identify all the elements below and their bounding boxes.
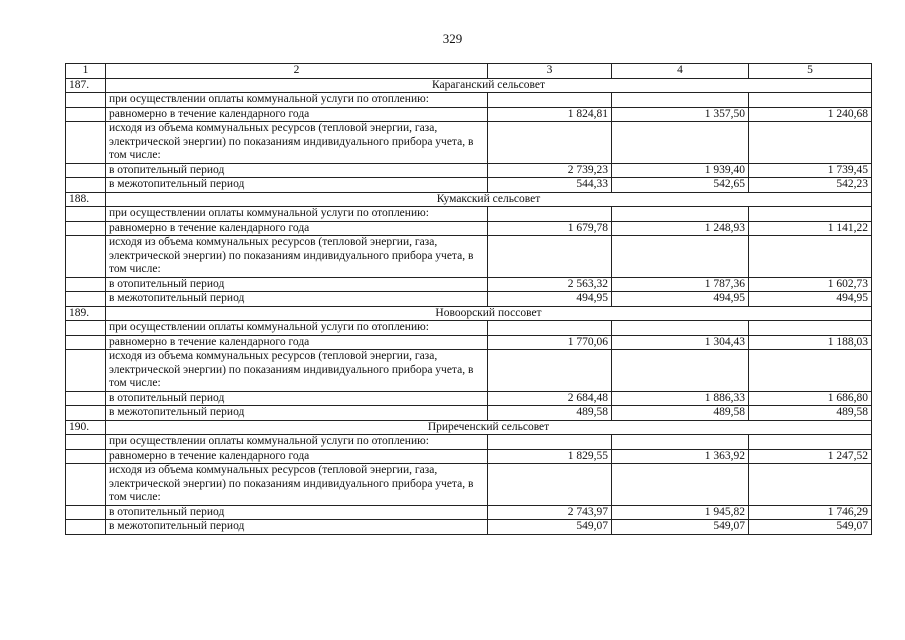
section-header-row <box>66 420 872 435</box>
value-cell-col5: 1 141,22 <box>749 221 872 236</box>
table-row <box>66 292 872 307</box>
value-cell-col3: 549,07 <box>488 520 612 535</box>
section-title: Новоорский поссовет <box>106 306 872 321</box>
value-cell-col5 <box>749 321 872 336</box>
value-cell-col4 <box>612 122 749 164</box>
section-header-row <box>66 78 872 93</box>
row-label: при осуществлении оплаты коммунальной услуги по отоплению: <box>106 321 488 336</box>
value-cell-col5 <box>749 350 872 392</box>
value-cell-col4: 1 363,92 <box>612 449 749 464</box>
row-label: в межотопительный период <box>106 520 488 535</box>
row-number-cell <box>66 321 106 336</box>
value-cell-col3: 2 739,23 <box>488 163 612 178</box>
table-row <box>66 435 872 450</box>
section-title: Караганский сельсовет <box>106 78 872 93</box>
value-cell-col5 <box>749 207 872 222</box>
header-cell-3: 3 <box>488 64 612 79</box>
row-label: равномерно в течение календарного года <box>106 107 488 122</box>
table-row <box>66 505 872 520</box>
table-row <box>66 391 872 406</box>
value-cell-col3: 489,58 <box>488 406 612 421</box>
value-cell-col3 <box>488 236 612 278</box>
table-row <box>66 520 872 535</box>
table-row <box>66 178 872 193</box>
row-label: в межотопительный период <box>106 178 488 193</box>
row-label: равномерно в течение календарного года <box>106 221 488 236</box>
value-cell-col4: 494,95 <box>612 292 749 307</box>
row-number-cell <box>66 93 106 108</box>
row-number-cell <box>66 464 106 506</box>
value-cell-col5: 1 602,73 <box>749 277 872 292</box>
row-label: исходя из объема коммунальных ресурсов (тепловой энергии, газа, электрической энергии) по показаниям индивидуального прибора учета, в том числе: <box>106 236 488 278</box>
value-cell-col5 <box>749 93 872 108</box>
value-cell-col3 <box>488 321 612 336</box>
value-cell-col5: 1 746,29 <box>749 505 872 520</box>
row-number-cell <box>66 435 106 450</box>
table-row <box>66 122 872 164</box>
value-cell-col3: 1 679,78 <box>488 221 612 236</box>
row-label: исходя из объема коммунальных ресурсов (тепловой энергии, газа, электрической энергии) по показаниям индивидуального прибора учета, в том числе: <box>106 122 488 164</box>
page-number: 329 <box>442 31 463 46</box>
value-cell-col3 <box>488 207 612 222</box>
value-cell-col3: 544,33 <box>488 178 612 193</box>
value-cell-col5 <box>749 236 872 278</box>
row-label: в отопительный период <box>106 505 488 520</box>
section-number: 190. <box>66 420 106 435</box>
table-row <box>66 236 872 278</box>
table-row <box>66 207 872 222</box>
value-cell-col5: 1 188,03 <box>749 335 872 350</box>
section-header-row <box>66 306 872 321</box>
value-cell-col4: 549,07 <box>612 520 749 535</box>
row-label: в отопительный период <box>106 163 488 178</box>
value-cell-col4 <box>612 321 749 336</box>
row-label: исходя из объема коммунальных ресурсов (тепловой энергии, газа, электрической энергии) по показаниям индивидуального прибора учета, в том числе: <box>106 464 488 506</box>
value-cell-col3: 2 743,97 <box>488 505 612 520</box>
section-title: Приреченский сельсовет <box>106 420 872 435</box>
header-row <box>66 64 872 79</box>
value-cell-col4: 1 939,40 <box>612 163 749 178</box>
value-cell-col5: 549,07 <box>749 520 872 535</box>
row-number-cell <box>66 391 106 406</box>
table-row <box>66 350 872 392</box>
table-row <box>66 335 872 350</box>
value-cell-col5 <box>749 464 872 506</box>
row-number-cell <box>66 335 106 350</box>
value-cell-col5: 1 247,52 <box>749 449 872 464</box>
section-number: 189. <box>66 306 106 321</box>
header-cell-4: 4 <box>612 64 749 79</box>
value-cell-col4 <box>612 464 749 506</box>
value-cell-col3: 1 824,81 <box>488 107 612 122</box>
table-row <box>66 406 872 421</box>
row-number-cell <box>66 107 106 122</box>
value-cell-col3: 2 563,32 <box>488 277 612 292</box>
row-label: равномерно в течение календарного года <box>106 335 488 350</box>
row-label: в отопительный период <box>106 277 488 292</box>
value-cell-col4: 1 787,36 <box>612 277 749 292</box>
table-row <box>66 163 872 178</box>
value-cell-col3: 494,95 <box>488 292 612 307</box>
row-label: в отопительный период <box>106 391 488 406</box>
row-number-cell <box>66 292 106 307</box>
value-cell-col5: 1 686,80 <box>749 391 872 406</box>
header-cell-2: 2 <box>106 64 488 79</box>
row-label: при осуществлении оплаты коммунальной услуги по отоплению: <box>106 93 488 108</box>
value-cell-col3: 1 829,55 <box>488 449 612 464</box>
row-label: при осуществлении оплаты коммунальной услуги по отоплению: <box>106 435 488 450</box>
row-number-cell <box>66 520 106 535</box>
row-label: в межотопительный период <box>106 292 488 307</box>
tariff-table <box>65 63 872 535</box>
value-cell-col4: 542,65 <box>612 178 749 193</box>
table-row <box>66 93 872 108</box>
value-cell-col4: 489,58 <box>612 406 749 421</box>
value-cell-col5 <box>749 122 872 164</box>
row-label: исходя из объема коммунальных ресурсов (тепловой энергии, газа, электрической энергии) по показаниям индивидуального прибора учета, в том числе: <box>106 350 488 392</box>
value-cell-col5: 1 739,45 <box>749 163 872 178</box>
value-cell-col3 <box>488 350 612 392</box>
value-cell-col3 <box>488 435 612 450</box>
table-row <box>66 221 872 236</box>
row-number-cell <box>66 236 106 278</box>
tariff-table-body <box>66 64 872 535</box>
value-cell-col4 <box>612 207 749 222</box>
section-number: 187. <box>66 78 106 93</box>
value-cell-col3: 1 770,06 <box>488 335 612 350</box>
section-number: 188. <box>66 192 106 207</box>
value-cell-col3: 2 684,48 <box>488 391 612 406</box>
row-number-cell <box>66 221 106 236</box>
row-number-cell <box>66 406 106 421</box>
table-row <box>66 321 872 336</box>
value-cell-col4 <box>612 350 749 392</box>
value-cell-col4: 1 945,82 <box>612 505 749 520</box>
table-row <box>66 449 872 464</box>
value-cell-col4: 1 304,43 <box>612 335 749 350</box>
header-cell-1: 1 <box>66 64 106 79</box>
value-cell-col4 <box>612 236 749 278</box>
value-cell-col4: 1 886,33 <box>612 391 749 406</box>
row-label: в межотопительный период <box>106 406 488 421</box>
row-label: при осуществлении оплаты коммунальной услуги по отоплению: <box>106 207 488 222</box>
row-number-cell <box>66 449 106 464</box>
row-number-cell <box>66 350 106 392</box>
value-cell-col3 <box>488 93 612 108</box>
row-number-cell <box>66 505 106 520</box>
value-cell-col5 <box>749 435 872 450</box>
value-cell-col4 <box>612 435 749 450</box>
row-number-cell <box>66 207 106 222</box>
value-cell-col5: 489,58 <box>749 406 872 421</box>
value-cell-col4: 1 357,50 <box>612 107 749 122</box>
row-number-cell <box>66 122 106 164</box>
value-cell-col5: 494,95 <box>749 292 872 307</box>
value-cell-col3 <box>488 122 612 164</box>
table-row <box>66 464 872 506</box>
value-cell-col5: 1 240,68 <box>749 107 872 122</box>
section-title: Кумакский сельсовет <box>106 192 872 207</box>
table-row <box>66 277 872 292</box>
section-header-row <box>66 192 872 207</box>
row-number-cell <box>66 277 106 292</box>
value-cell-col4: 1 248,93 <box>612 221 749 236</box>
value-cell-col3 <box>488 464 612 506</box>
row-label: равномерно в течение календарного года <box>106 449 488 464</box>
table-row <box>66 107 872 122</box>
header-cell-5: 5 <box>749 64 872 79</box>
row-number-cell <box>66 163 106 178</box>
row-number-cell <box>66 178 106 193</box>
value-cell-col5: 542,23 <box>749 178 872 193</box>
value-cell-col4 <box>612 93 749 108</box>
